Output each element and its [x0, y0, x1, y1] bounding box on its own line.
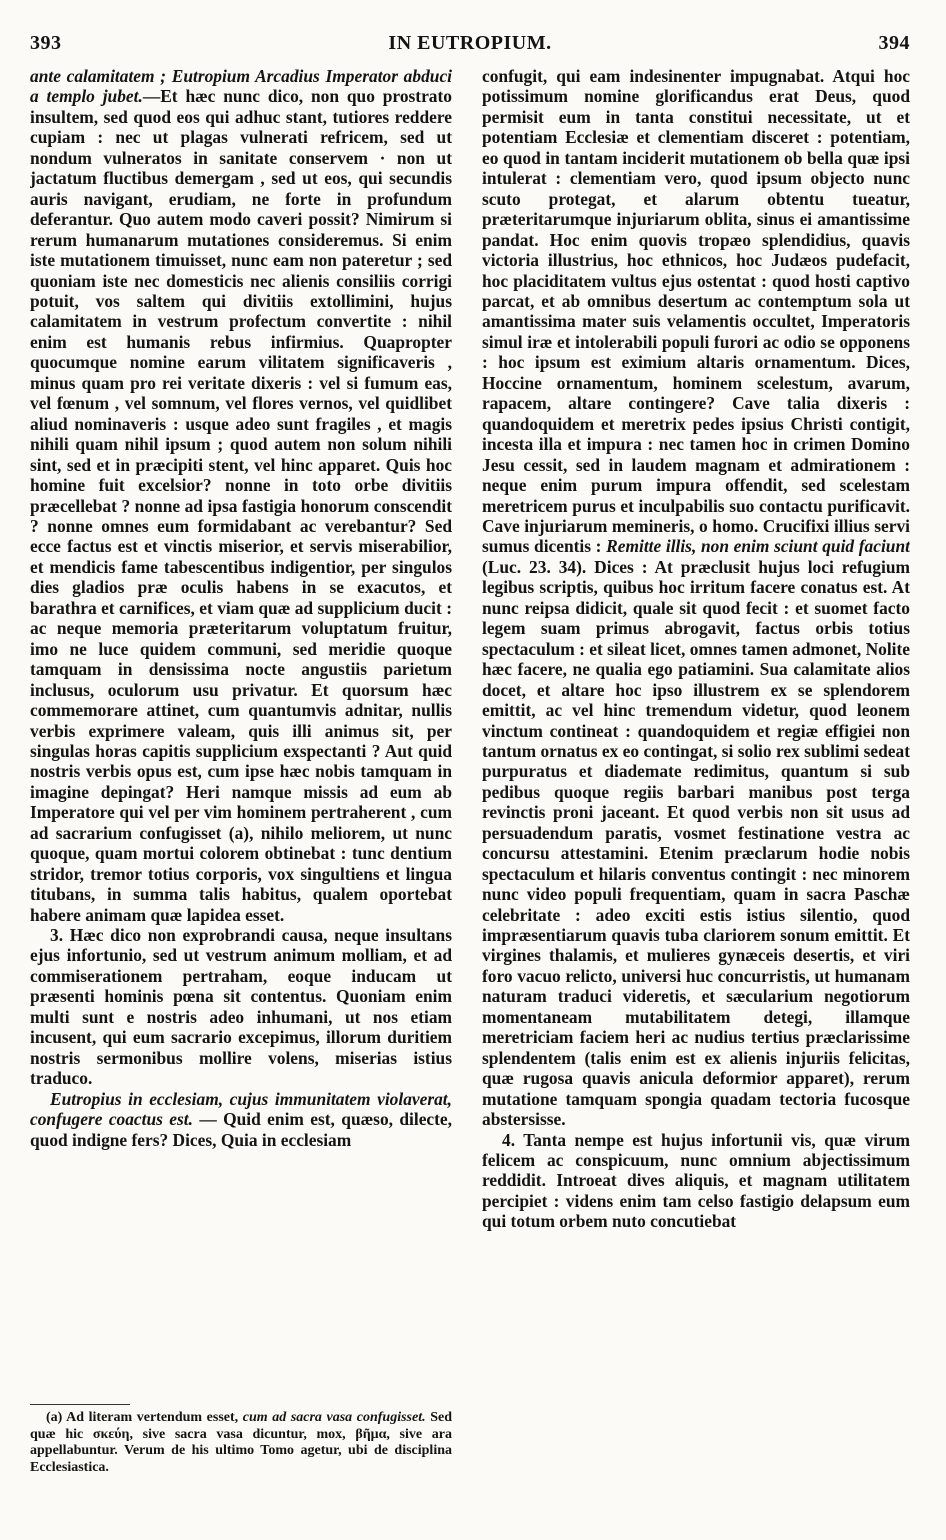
page-number-right: 394	[878, 32, 910, 54]
running-title: IN EUTROPIUM.	[388, 32, 552, 54]
running-header	[30, 32, 910, 62]
footnote	[30, 1410, 452, 1476]
page-number-left: 393	[30, 32, 62, 54]
italic-lead: Eutropius in ecclesiam, cujus immunitatem violaverat, confugere coactus est.	[30, 1088, 452, 1130]
paragraph-text: 4. Tanta nempe est hujus infortunii vis, quæ virum felicem ac conspicuum, nunc omnium abjectissimum reddidit. Introeat dives aliquis, et magnam utilitatem percipiet : videns enim tam celso fastigio delapsum eum qui totum orbem nuto concutiebat	[482, 1129, 910, 1232]
paragraph-text: 3. Hæc dico non exprobrandi causa, neque insultans ejus infortunio, sed ut vestrum animum molliam, et ad commiserationem pertraham, eoque inducam ut præsenti hominis pœna sit contentus. Quoniam enim multi sunt e nostris adeo inhumani, ut nos etiam incusent, qui eum sacrario excepimus, illorum duritiem nostris sermonibus mollire volens, miserias istius traduco.	[30, 925, 452, 1089]
paragraph	[30, 925, 452, 1089]
footnote-text-part: Sed quæ hic σκεύη, sive sacra vasa dicuntur, mox, βῆμα, sive ara appellabuntur. Verum de his ultimo Tomo agetur, ubi de disciplina Ecclesiastica.	[30, 1410, 453, 1475]
paragraph	[482, 1130, 910, 1232]
italic-quote: Remitte illis, non enim sciunt quid faciunt	[606, 536, 910, 557]
paragraph	[482, 66, 910, 1130]
footnote-text-part: (a) Ad literam vertendum esset,	[46, 1410, 243, 1425]
paragraph	[30, 66, 452, 925]
paragraph-text: — Quid enim est, quæso, dilecte, quod indigne fers? Dices, Quia in ecclesiam	[30, 1109, 452, 1150]
paragraph-text: —Et hæc nunc dico, non quo prostrato insultem, sed quod eos qui adhuc stant, tutiores reddere cupiam : nec ut plagas vulnerati refricem, sed ut nondum vulneratos in sanitate conservem · non ut jactatum fluctibus demergam , sed ut eos, qui secundis auris navigant, erudiam, ne forte in profundum deferantur. Quo autem modo caveri possit? Nimirum si rerum humanarum mutationes consideremus. Si enim iste mutationem timuisset, nunc eam non pateretur ; sed quoniam iste nec domesticis nec alienis consiliis corrigi potuit, vos saltem qui divitiis extollimini, hujus calamitatem in vestrum profectum convertite : nihil enim est humanis rebus infirmius. Quapropter quocumque nomine earum vilitatem significaveris , minus quam pro rei veritate dixeris : vel si fumum eas, vel fœnum , vel somnum, vel flores vernos, vel quidlibet aliud nominaveris : usque adeo sunt fragiles , et magis nihili quam nihil ipsum ; quod autem non solum nihili sint, sed et in præcipiti stent, vel hinc apparet. Quis hoc homine fuit excelsior? nonne in toto orbe divitiis præcellebat ? nonne ad ipsa fastigia honorum conscendit ? nonne omnes eum formidabant ac verebantur? Sed ecce factus est et vinctis miserior, et servis miserabilior, et mendicis fame tabescentibus indigentior, per singulos dies gladios præ oculis habens in se exacutos, et barathra et carnifices, et viam quæ ad supplicium ducit : ac neque memoria præteritarum voluptatum fruitur, imo ne luce quidem communi, sed meridie quoque tamquam in densissima nocte angustiis parietum inclusus, oculorum usu privatur. Et quorsum hæc commemorare attinet, cum quantumvis adnitar, nullis verbis exprimere valeam, quis illi animus sit, per singulas horas capitis supplicium exspectanti ? Aut quid nostris verbis opus est, cum ipse hæc nobis tamquam in imagine depingat? Heri namque missis ad eum ab Imperatore qui vel per vim hominem pertraherent , cum ad sacrarium confugisset (a), nihilo meliorem, ut nunc quoque, quam mortui colorem obtinebat : tunc dentium stridor, tremor totius corporis, vox singultiens et lingua titubans, in summa talis habitus, qualem oportebat habere animam quæ lapidea esset.	[30, 86, 452, 925]
paragraph-text: confugit, qui eam indesinenter impugnabat. Atqui hoc potissimum nomine glorificandus erat Deus, quod permisit eum in tanta constitui necessitate, ut et potentiam Ecclesiæ et clementiam disceret : potentiam, eo quod in tantam inciderit mutationem ob bella quæ ipsi intulerat : clementiam vero, quod ipsum objecto nunc scuto protegat, et alarum obtentu tueatur, præteritarumque injuriarum oblita, sinus ei amantissime pandat. Hoc enim quovis tropæo splendidius, quavis victoria illustrius, hoc ethnicos, hoc Judæos pudefacit, hoc placiditatem vultus ejus ostentat : quod hosti captivo parcat, et ab omnibus desertum ac contemptum sola ut amantissima mater suis velamentis occultet, Imperatoris simul iræ et intolerabili populi furori ac odio se opponens : hoc ipsum est eximium altaris ornamentum. Dices, Hoccine ornamentum, hominem scelestum, avarum, rapacem, altare contingere? Cave talia dixeris : quandoquidem et meretrix pedes ipsius Christi contigit, incesta illa et impura : nec tamen hoc in crimen Domino Jesu cessit, sed in laudem magnam et admirationem : neque enim purum impura offendit, sed scelestam meretricem purus et inculpabilis suo contactu purificavit. Cave injuriarum memineris, o homo. Crucifixi illius servi sumus dicentis :	[482, 66, 910, 557]
paragraph	[30, 1089, 452, 1150]
left-column	[30, 66, 452, 1526]
paragraph-text: (Luc. 23. 34). Dices : At præclusit hujus loci refugium legibus scriptis, quibus hoc irritum facere conatus est. At nunc reipsa didicit, quale sit quod fecit : et suomet facto legem suam primus abrogavit, factus orbis totius spectaculum : et sileat licet, omnes tamen admonet, Nolite hæc facere, ne qualia ego patiamini. Sua calamitate alios docet, et altare hoc ipso illustrem ex se splendorem emittit, ac vel hinc tremendum videtur, quod leonem vinctum contineat : quandoquidem et regiæ effigiei non tantum ornatus ex eo contingat, si solio rex sublimi sedeat purpuratus et diademate redimitus, quantum si sub pedibus quoque regiis barbari manibus post terga revinctis proni jaceant. Et quod verbis non sit usus ad persuadendum paratis, vosmet festinatione vestra ac concursu attestamini. Etenim præclarum hodie nobis spectaculum et hilaris conventus contingit : nec minorem nunc video populi frequentiam, quam in sacra Paschæ celebritate : adeo exciti estis istius silentio, quod impræsentiarum quavis tuba clariorem sonum emittit. Et virgines thalamis, et mulieres gynæceis desertis, et viri foro vacuo relicto, universi huc concurristis, ut humanam naturam traduci videretis, et sæcularium negotiorum momentaneam mutabilitatem detegi, illamque meretriciam faciem heri ac nudius tertius præclarissime splendentem (talis enim est ex alienis injuriis felicitas, quæ rugosa quavis anicula deformior apparet), rerum mutatione tamquam spongia quadam tectoria fucosque abstersisse.	[482, 556, 910, 1130]
footnote-rule	[30, 1404, 130, 1405]
footnote-italic: cum ad sacra vasa confugisset.	[242, 1410, 426, 1425]
footnote-text	[30, 1410, 452, 1476]
italic-lead: ante calamitatem ; Eutropium Arcadius Imperator abduci a templo jubet.	[30, 66, 452, 107]
right-column	[482, 66, 910, 1526]
